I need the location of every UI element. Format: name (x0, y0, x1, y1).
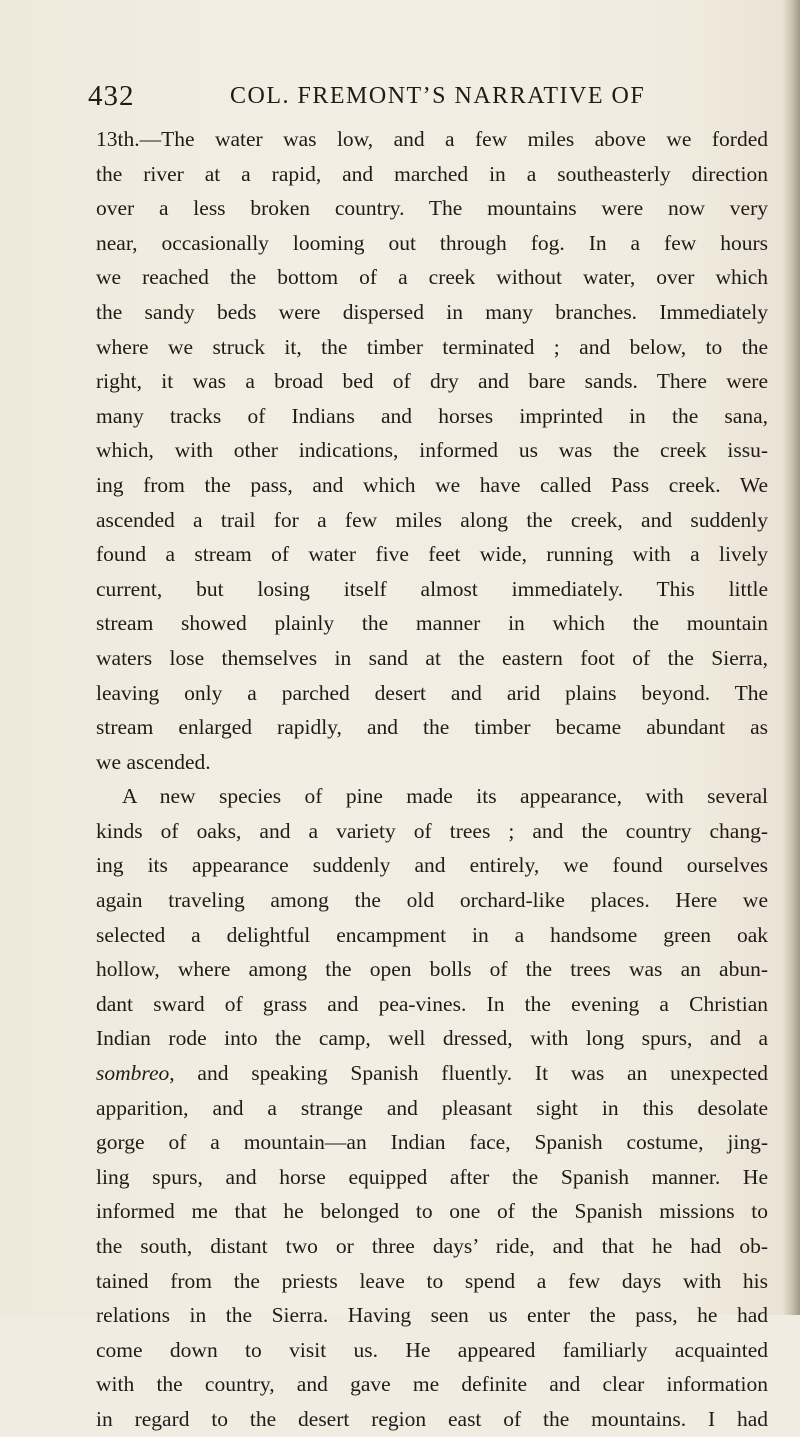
text-line: hollow, where among the open bolls of the trees was an abun- (96, 957, 768, 982)
text-line: the sandy beds were dispersed in many branches. Immediately (96, 299, 768, 324)
text-line: leaving only a parched desert and arid plains beyond. The (96, 680, 768, 705)
text-line: waters lose themselves in sand at the eastern foot of the Sierra, (96, 645, 768, 670)
text-line: tained from the priests leave to spend a few days with his (96, 1268, 768, 1293)
text-line: current, but losing itself almost immediately. This little (96, 576, 768, 601)
text-line: apparition, and a strange and pleasant sight in this desolate (96, 1095, 768, 1120)
text-line: right, it was a broad bed of dry and bare sands. There were (96, 369, 768, 394)
text-line: Indian rode into the camp, well dressed, with long spurs, and a (96, 1026, 768, 1051)
text-line: we ascended. (96, 749, 211, 774)
text-line: again traveling among the old orchard-like places. Here we (96, 888, 768, 913)
page-binding-shadow (782, 0, 800, 1315)
text-line: informed me that he belonged to one of the Spanish missions to (96, 1199, 768, 1224)
text-line: we reached the bottom of a creek without water, over which (96, 265, 768, 290)
text-line: dant sward of grass and pea-vines. In the evening a Christian (96, 991, 768, 1016)
text-line: the south, distant two or three days’ ride, and that he had ob- (96, 1234, 768, 1258)
text-line: many tracks of Indians and horses imprinted in the sana, (96, 403, 768, 428)
text-line: ing its appearance suddenly and entirely, we found ourselves (96, 853, 768, 878)
text-line: where we struck it, the timber terminated ; and below, to the (96, 334, 768, 359)
text-line: ascended a trail for a few miles along the creek, and suddenly (96, 507, 768, 532)
text-line: selected a delightful encampment in a handsome green oak (96, 922, 768, 947)
text-line: 13th.—The water was low, and a few miles above we forded (96, 127, 768, 151)
text-line: with the country, and gave me definite and clear information (96, 1372, 768, 1397)
text-line: the river at a rapid, and marched in a southeasterly direction (96, 161, 768, 186)
running-head (88, 78, 748, 118)
text-line-italic-start (96, 1056, 768, 1091)
text-line: which, with other indications, informed us was the creek issu- (96, 438, 768, 463)
text-line: come down to visit us. He appeared familiarly acquainted (96, 1337, 768, 1362)
text-line: kinds of oaks, and a variety of trees ; and the country chang- (96, 818, 768, 843)
body-text (96, 122, 768, 1437)
italic-word: sombreo (96, 1061, 170, 1086)
text-line: ling spurs, and horse equipped after the Spanish manner. He (96, 1164, 768, 1189)
text-line: stream showed plainly the manner in which the mountain (96, 611, 768, 636)
text-line: A new species of pine made its appearance, with several (122, 784, 768, 809)
text-line: over a less broken country. The mountains were now very (96, 196, 768, 221)
page-number: 432 (88, 80, 135, 112)
text-line: found a stream of water five feet wide, running with a lively (96, 542, 768, 567)
text-line: relations in the Sierra. Having seen us enter the pass, he had (96, 1303, 768, 1328)
text-line-rest: , and speaking Spanish fluently. It was an unexpected (169, 1061, 768, 1086)
text-line: ing from the pass, and which we have called Pass creek. We (96, 472, 768, 497)
text-line: gorge of a mountain—an Indian face, Spanish costume, jing- (96, 1130, 768, 1155)
running-title: COL. FREMONT’S NARRATIVE OF (230, 83, 646, 109)
text-line: near, occasionally looming out through fog. In a few hours (96, 230, 768, 255)
text-line: stream enlarged rapidly, and the timber became abundant as (96, 715, 768, 740)
text-line: in regard to the desert region east of the mountains. I had (96, 1406, 768, 1431)
